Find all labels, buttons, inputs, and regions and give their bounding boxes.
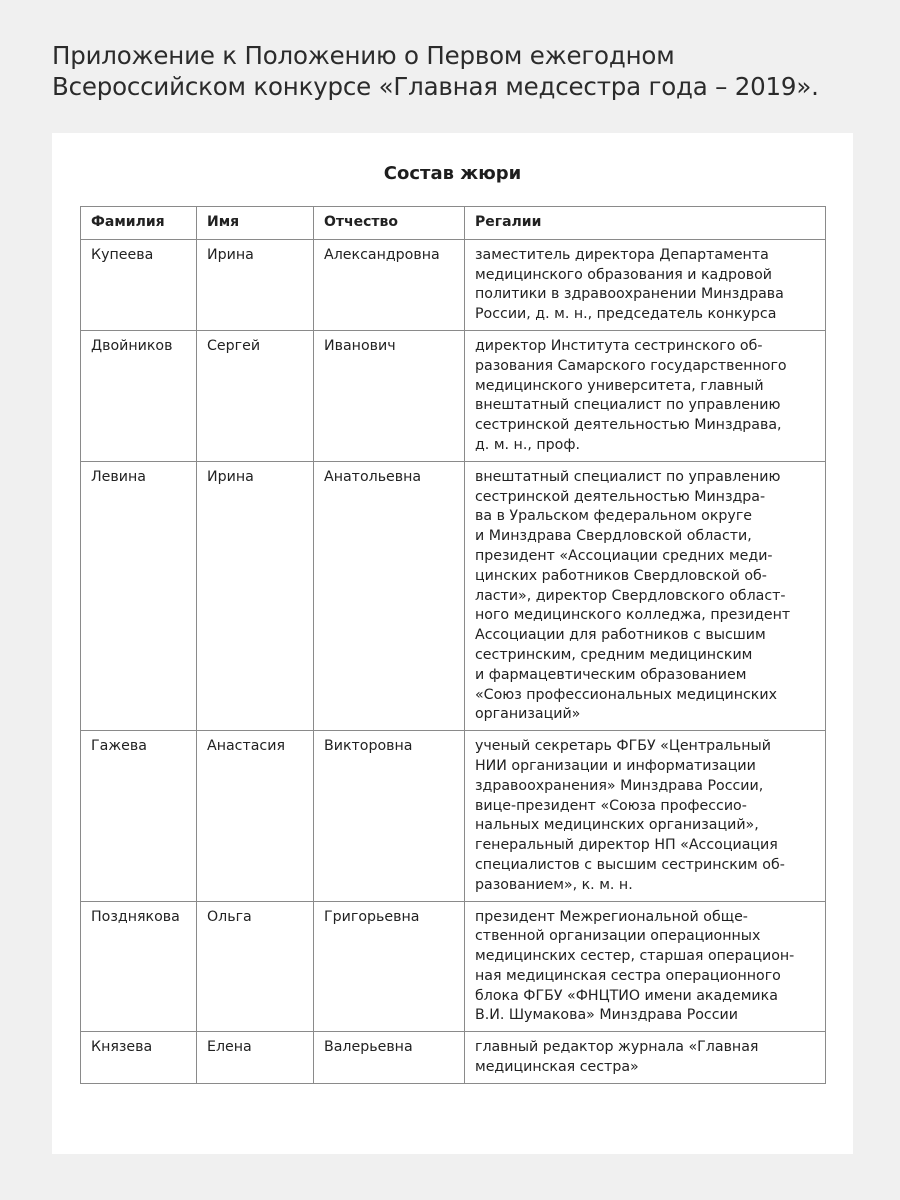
cell-regalia: президент Межрегиональной обще- ственной организации операционных медицинских сестер, старшая операцион- ная медицинская сестра операционного блока ФГБУ «ФНЦТИО имени академика В.И. Шумакова» Минздрава России: [465, 901, 826, 1032]
cell-surname: Левина: [81, 461, 197, 730]
table-title: Состав жюри: [383, 163, 522, 184]
page-heading: Приложение к Положению о Первом ежегодном Всероссийском конкурсе «Главная медсестра года – 2019».: [52, 41, 819, 101]
column-header-surname: Фамилия: [81, 207, 197, 240]
cell-surname: Позднякова: [81, 901, 197, 1032]
cell-regalia: ученый секретарь ФГБУ «Центральный НИИ организации и информатизации здравоохранения» Минздрава России, вице-президент «Союза профессио- нальных медицинских организаций», генеральный директор НП «Ассоциация специалистов с высшим сестринским об- разованием», к. м. н.: [465, 731, 826, 901]
jury-card: [52, 133, 853, 1154]
table-row: [81, 330, 826, 461]
cell-name: Ольга: [197, 901, 314, 1032]
table-row: [81, 901, 826, 1032]
cell-name: Сергей: [197, 330, 314, 461]
cell-patronymic: Иванович: [314, 330, 465, 461]
cell-patronymic: Валерьевна: [314, 1032, 465, 1084]
jury-table: [80, 206, 826, 1084]
cell-patronymic: Александровна: [314, 239, 465, 330]
cell-patronymic: Григорьевна: [314, 901, 465, 1032]
cell-surname: Князева: [81, 1032, 197, 1084]
cell-surname: Гажева: [81, 731, 197, 901]
table-header-row: [81, 207, 826, 240]
table-row: [81, 731, 826, 901]
cell-surname: Двойников: [81, 330, 197, 461]
cell-patronymic: Анатольевна: [314, 461, 465, 730]
cell-regalia: директор Института сестринского об- разования Самарского государственного медицинского университета, главный внештатный специалист по управлению сестринской деятельностью Минздрава, д. м. н., проф.: [465, 330, 826, 461]
table-row: [81, 461, 826, 730]
column-header-patronymic: Отчество: [314, 207, 465, 240]
cell-regalia: заместитель директора Департамента медицинского образования и кадровой политики в здравоохранении Минздрава России, д. м. н., председатель конкурса: [465, 239, 826, 330]
cell-surname: Купеева: [81, 239, 197, 330]
cell-name: Елена: [197, 1032, 314, 1084]
cell-name: Ирина: [197, 239, 314, 330]
column-header-regalia: Регалии: [465, 207, 826, 240]
cell-patronymic: Викторовна: [314, 731, 465, 901]
cell-name: Анастасия: [197, 731, 314, 901]
cell-regalia: внештатный специалист по управлению сестринской деятельностью Минздра- ва в Уральском федеральном округе и Минздрава Свердловской области, президент «Ассоциации средних меди- цинских работников Свердловской об- ласти», директор Свердловского област- ного медицинского колледжа, президент Ассоциации для работников с высшим сестринским, средним медицинским и фармацевтическим образованием «Союз профессиональных медицинских организаций»: [465, 461, 826, 730]
table-row: [81, 1032, 826, 1084]
cell-name: Ирина: [197, 461, 314, 730]
table-row: [81, 239, 826, 330]
cell-regalia: главный редактор журнала «Главная медицинская сестра»: [465, 1032, 826, 1084]
column-header-name: Имя: [197, 207, 314, 240]
